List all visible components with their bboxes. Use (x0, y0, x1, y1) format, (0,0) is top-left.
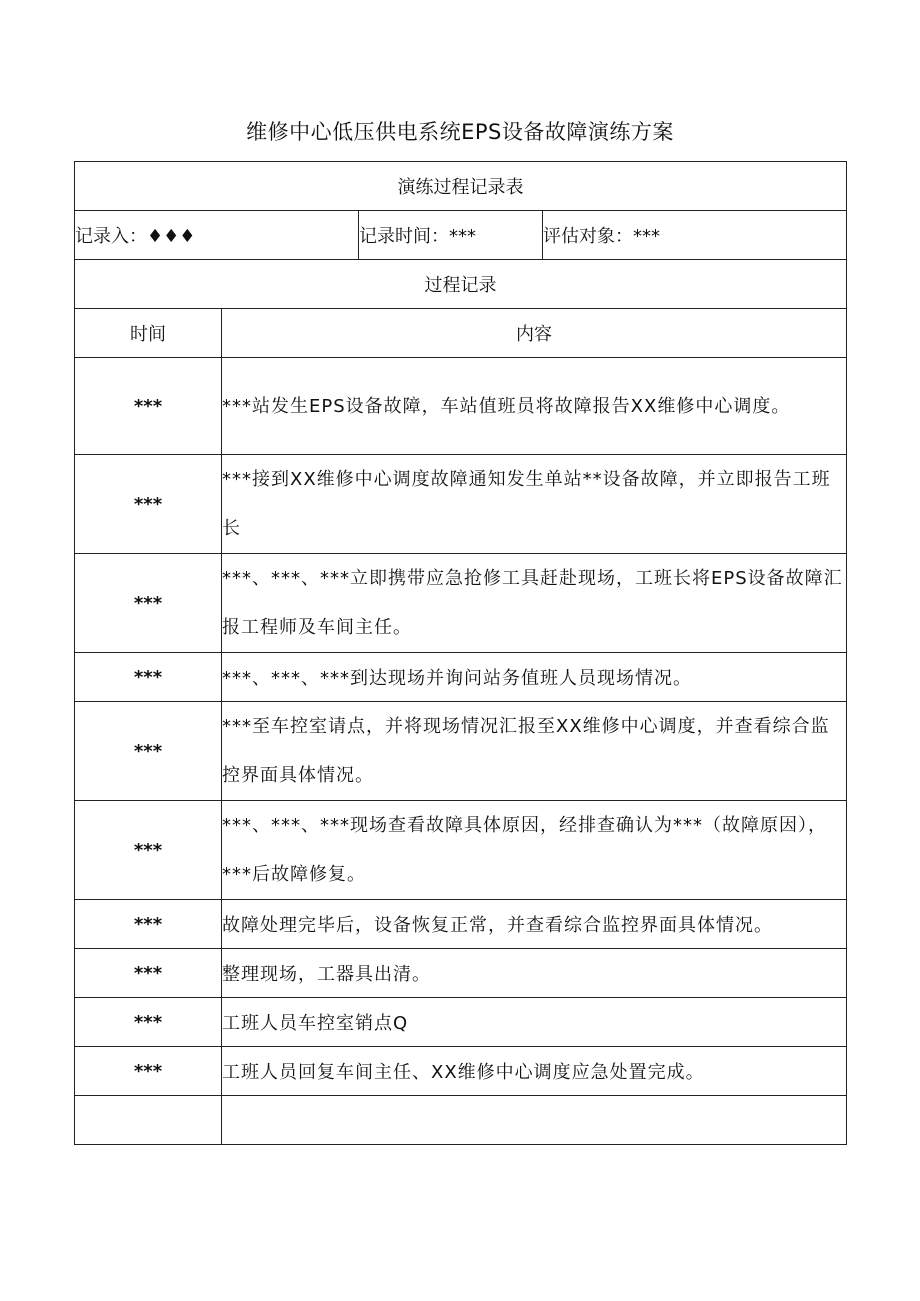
drill-record-table (74, 161, 847, 1145)
row-time: *** (75, 801, 222, 900)
row-content: ***、***、***立即携带应急抢修工具赶赴现场，工班长将EPS设备故障汇报工程师及车间主任。 (222, 554, 847, 653)
table-row (75, 653, 847, 702)
row-content: ***、***、***现场查看故障具体原因，经排查确认为***（故障原因），***后故障修复。 (222, 801, 847, 900)
table-row (75, 998, 847, 1047)
row-content: ***接到XX维修中心调度故障通知发生单站**设备故障，并立即报告工班长 (222, 455, 847, 554)
row-time: *** (75, 358, 222, 455)
row-time: *** (75, 998, 222, 1047)
row-content: ***至车控室请点，并将现场情况汇报至XX维修中心调度，并查看综合监控界面具体情况。 (222, 702, 847, 801)
table-row (75, 949, 847, 998)
row-time: *** (75, 949, 222, 998)
table-row (75, 1047, 847, 1096)
table-row (75, 1096, 847, 1145)
row-time (75, 1096, 222, 1145)
row-time: *** (75, 455, 222, 554)
evaluation-target-field: 评估对象：*** (543, 211, 847, 260)
row-content (222, 1096, 847, 1145)
row-content: ***、***、***到达现场并询问站务值班人员现场情况。 (222, 653, 847, 702)
table-row (75, 554, 847, 653)
row-time: *** (75, 653, 222, 702)
table-caption: 演练过程记录表 (75, 162, 847, 211)
table-row (75, 358, 847, 455)
content-column-header: 内容 (222, 309, 847, 358)
table-row (75, 801, 847, 900)
time-column-header: 时间 (75, 309, 222, 358)
section-title: 过程记录 (75, 260, 847, 309)
row-content: 故障处理完毕后，设备恢复正常，并查看综合监控界面具体情况。 (222, 900, 847, 949)
row-content: ***站发生EPS设备故障，车站值班员将故障报告XX维修中心调度。 (222, 358, 847, 455)
table-row (75, 702, 847, 801)
row-content: 工班人员车控室销点Q (222, 998, 847, 1047)
row-time: *** (75, 1047, 222, 1096)
table-row (75, 455, 847, 554)
record-time-field: 记录时间：*** (359, 211, 543, 260)
row-content: 工班人员回复车间主任、XX维修中心调度应急处置完成。 (222, 1047, 847, 1096)
table-row (75, 900, 847, 949)
document-title: 维修中心低压供电系统EPS设备故障演练方案 (246, 120, 674, 144)
row-time: *** (75, 900, 222, 949)
row-time: *** (75, 702, 222, 801)
row-content: 整理现场，工器具出清。 (222, 949, 847, 998)
recorder-field: 记录入：♦♦♦ (75, 211, 359, 260)
row-time: *** (75, 554, 222, 653)
